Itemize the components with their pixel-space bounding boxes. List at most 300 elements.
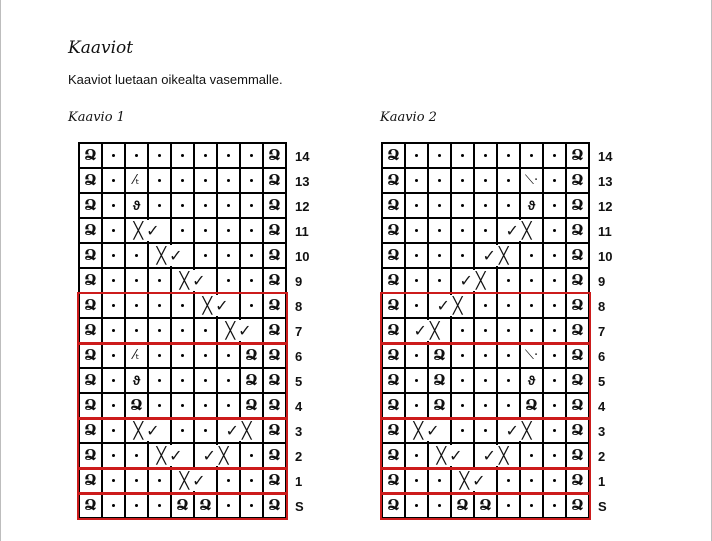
purl-dot xyxy=(250,279,253,282)
chart-cell xyxy=(498,144,521,169)
chart-cell xyxy=(567,269,590,294)
purl-dot xyxy=(227,204,230,207)
twisted-knit-symbol: Ձ xyxy=(268,496,281,514)
purl-dot xyxy=(484,154,487,157)
purl-dot xyxy=(112,329,115,332)
chart-cell xyxy=(521,294,544,319)
cable-cross-symbol: ✓╳ xyxy=(476,445,518,466)
twisted-knit-symbol: Ձ xyxy=(387,446,400,464)
purl-dot xyxy=(158,504,161,507)
chart-cell xyxy=(241,194,264,219)
chart-cell xyxy=(544,219,567,244)
chart-cell xyxy=(521,469,544,494)
chart-cell xyxy=(383,344,406,369)
purl-dot xyxy=(507,204,510,207)
row-label: 12 xyxy=(295,199,310,214)
purl-dot xyxy=(250,479,253,482)
purl-dot xyxy=(461,254,464,257)
purl-dot xyxy=(461,229,464,232)
purl-dot xyxy=(553,254,556,257)
twisted-knit-symbol: Ձ xyxy=(268,371,281,389)
purl-dot xyxy=(415,204,418,207)
twisted-knit-symbol: Ձ xyxy=(84,221,97,239)
chart-cell xyxy=(429,269,452,294)
twisted-knit-symbol: Ձ xyxy=(268,471,281,489)
purl-dot xyxy=(112,254,115,257)
chart-cell xyxy=(544,294,567,319)
row-label: 5 xyxy=(295,374,303,389)
purl-dot xyxy=(112,479,115,482)
twisted-knit-symbol: Ձ xyxy=(268,446,281,464)
chart-cell xyxy=(544,369,567,394)
chart-cell xyxy=(103,444,126,469)
twisted-knit-symbol: Ձ xyxy=(571,496,584,514)
cable-cross-symbol: ✓╳ xyxy=(453,270,495,291)
purl-dot xyxy=(204,254,207,257)
chart-cell xyxy=(429,219,452,244)
row-label: 1 xyxy=(295,474,303,489)
chart-cell xyxy=(80,219,103,244)
chart-cell xyxy=(80,144,103,169)
chart-cell xyxy=(218,494,241,519)
row-label: 6 xyxy=(295,349,303,364)
chart-cell xyxy=(195,494,218,519)
twisted-knit-symbol: Ձ xyxy=(456,496,469,514)
cable-cross-symbol: ✓╳ xyxy=(499,220,541,241)
purl-dot xyxy=(415,354,418,357)
purl-dot xyxy=(438,154,441,157)
row-label: 5 xyxy=(598,374,606,389)
chart-cell xyxy=(103,344,126,369)
purl-dot xyxy=(204,154,207,157)
chart-cell xyxy=(126,294,149,319)
chart-cell xyxy=(103,169,126,194)
twisted-knit-symbol: Ձ xyxy=(268,171,281,189)
chart-cell xyxy=(103,194,126,219)
chart-cell xyxy=(406,269,429,294)
chart-cell xyxy=(521,319,544,344)
chart-cell xyxy=(241,294,264,319)
chart-cell xyxy=(567,319,590,344)
twisted-knit-symbol: Ձ xyxy=(387,271,400,289)
purl-dot xyxy=(415,404,418,407)
cable-cross-symbol: ✓╳ xyxy=(476,245,518,266)
row-label: 3 xyxy=(598,424,606,439)
twisted-knit-symbol: Ձ xyxy=(387,196,400,214)
cable-cross-symbol: ╳✓ xyxy=(127,420,169,441)
chart-cell xyxy=(406,494,429,519)
row-label: 13 xyxy=(598,174,613,189)
cable-cross-symbol: ╳✓ xyxy=(196,295,238,316)
chart-cell xyxy=(452,319,475,344)
purl-dot xyxy=(227,479,230,482)
cable-cross-symbol: ╳✓ xyxy=(173,270,215,291)
twisted-knit-symbol: Ձ xyxy=(387,421,400,439)
chart-cell xyxy=(383,169,406,194)
chart-cell xyxy=(475,394,498,419)
chart-cell xyxy=(172,494,195,519)
chart-cell xyxy=(241,269,264,294)
chart-cell xyxy=(80,194,103,219)
chart-cell xyxy=(406,219,429,244)
chart-cell xyxy=(195,169,218,194)
chart-cell xyxy=(567,344,590,369)
purl-dot xyxy=(415,154,418,157)
row-label: 11 xyxy=(295,224,309,239)
chart-cell xyxy=(149,494,172,519)
chart-cell xyxy=(241,494,264,519)
purl-dot xyxy=(507,504,510,507)
chart-cell xyxy=(264,169,287,194)
chart-cell xyxy=(103,294,126,319)
chart-cell xyxy=(241,244,264,269)
chart-cell xyxy=(195,219,218,244)
purl-dot xyxy=(553,379,556,382)
cable-cross-symbol: ╳✓ xyxy=(127,220,169,241)
purl-dot xyxy=(553,204,556,207)
purl-dot xyxy=(204,179,207,182)
purl-dot xyxy=(415,254,418,257)
chart-cell xyxy=(126,344,149,369)
purl-dot xyxy=(484,204,487,207)
twisted-knit-symbol: Ձ xyxy=(479,496,492,514)
purl-dot xyxy=(112,229,115,232)
cable-cross-symbol: ╳✓ xyxy=(150,445,192,466)
chart-cell xyxy=(429,394,452,419)
chart-cell xyxy=(521,394,544,419)
twisted-knit-symbol: Ձ xyxy=(268,421,281,439)
chart-cell xyxy=(567,144,590,169)
chart-cell xyxy=(475,344,498,369)
purl-dot xyxy=(204,379,207,382)
purl-dot xyxy=(158,479,161,482)
cable-cross-symbol: ✓╳ xyxy=(499,420,541,441)
twisted-knit-symbol: Ձ xyxy=(571,146,584,164)
purl-dot xyxy=(507,179,510,182)
chart-cell xyxy=(544,144,567,169)
chart-cell xyxy=(264,144,287,169)
chart-cell xyxy=(544,444,567,469)
purl-dot xyxy=(553,229,556,232)
chart-cell xyxy=(103,269,126,294)
purl-dot xyxy=(158,329,161,332)
purl-dot xyxy=(415,379,418,382)
chart-1-title: Kaavio 1 xyxy=(68,110,125,125)
chart-cell xyxy=(218,219,241,244)
chart-cell xyxy=(195,344,218,369)
chart-cell xyxy=(218,244,241,269)
chart-cell xyxy=(126,394,149,419)
purl-dot xyxy=(484,354,487,357)
row-label: 10 xyxy=(598,249,613,264)
purl-dot xyxy=(250,154,253,157)
chart-2-title: Kaavio 2 xyxy=(380,110,437,125)
chart-cell xyxy=(406,469,429,494)
twisted-knit-symbol: Ձ xyxy=(84,346,97,364)
chart-cell xyxy=(544,269,567,294)
purl-dot xyxy=(461,354,464,357)
purl-dot xyxy=(553,329,556,332)
twisted-knit-symbol: Ձ xyxy=(176,496,189,514)
twisted-knit-symbol: Ձ xyxy=(268,296,281,314)
purl-dot xyxy=(250,179,253,182)
purl-dot xyxy=(438,204,441,207)
row-label: S xyxy=(295,499,304,514)
purl-dot xyxy=(438,279,441,282)
chart-cell xyxy=(264,469,287,494)
purl-dot xyxy=(158,379,161,382)
chart-cell xyxy=(475,294,498,319)
purl-dot xyxy=(135,304,138,307)
purl-dot xyxy=(507,354,510,357)
twisted-knit-symbol: Ձ xyxy=(387,171,400,189)
purl-dot xyxy=(250,454,253,457)
cable-cross-symbol: ╳✓ xyxy=(453,470,495,491)
purl-dot xyxy=(484,404,487,407)
purl-dot xyxy=(438,504,441,507)
chart-cell xyxy=(149,319,172,344)
chart-cell xyxy=(429,194,452,219)
chart-cell xyxy=(103,319,126,344)
chart-cell xyxy=(406,394,429,419)
chart-cell xyxy=(498,194,521,219)
purl-dot xyxy=(484,304,487,307)
chart-cell xyxy=(126,169,149,194)
chart-cell xyxy=(383,244,406,269)
purl-dot xyxy=(553,454,556,457)
twisted-knit-symbol: Ձ xyxy=(571,221,584,239)
chart-cell xyxy=(149,469,172,494)
chart-cell xyxy=(241,344,264,369)
row-label: 9 xyxy=(295,274,303,289)
purl-dot xyxy=(112,379,115,382)
twisted-knit-symbol: Ձ xyxy=(268,196,281,214)
chart-cell xyxy=(567,394,590,419)
purl-dot xyxy=(553,429,556,432)
twisted-knit-symbol: Ձ xyxy=(433,371,446,389)
chart-cell xyxy=(241,369,264,394)
purl-dot xyxy=(250,304,253,307)
chart-cell xyxy=(80,469,103,494)
chart-cell xyxy=(544,469,567,494)
purl-dot xyxy=(250,504,253,507)
row-label: 12 xyxy=(598,199,613,214)
twisted-knit-symbol: Ձ xyxy=(571,171,584,189)
cable-cross-symbol: ✓╳ xyxy=(219,420,261,441)
purl-dot xyxy=(553,354,556,357)
purl-dot xyxy=(135,279,138,282)
chart-cell xyxy=(406,144,429,169)
twisted-knit-symbol: Ձ xyxy=(268,396,281,414)
purl-dot xyxy=(227,279,230,282)
purl-dot xyxy=(415,229,418,232)
row-label: 10 xyxy=(295,249,310,264)
increase-symbol: ϑ xyxy=(132,198,141,213)
chart-cell xyxy=(103,394,126,419)
right-decrease-symbol: ⁄ₜ xyxy=(133,348,140,363)
cable-cross-symbol: ✓╳ xyxy=(196,445,238,466)
twisted-knit-symbol: Ձ xyxy=(84,421,97,439)
chart-cell xyxy=(149,369,172,394)
purl-dot xyxy=(461,154,464,157)
row-label: 11 xyxy=(598,224,612,239)
twisted-knit-symbol: Ձ xyxy=(571,346,584,364)
purl-dot xyxy=(530,329,533,332)
chart-cell xyxy=(264,494,287,519)
chart-cell xyxy=(383,144,406,169)
cable-cross-symbol: ✓╳ xyxy=(407,320,449,341)
chart-cell xyxy=(172,319,195,344)
purl-dot xyxy=(112,504,115,507)
chart-cell xyxy=(383,294,406,319)
chart-cell xyxy=(383,319,406,344)
chart-cell xyxy=(80,269,103,294)
purl-dot xyxy=(507,279,510,282)
purl-dot xyxy=(530,279,533,282)
purl-dot xyxy=(135,479,138,482)
chart-cell xyxy=(452,194,475,219)
chart-cell xyxy=(241,444,264,469)
twisted-knit-symbol: Ձ xyxy=(245,371,258,389)
purl-dot xyxy=(181,229,184,232)
chart-cell xyxy=(521,494,544,519)
twisted-knit-symbol: Ձ xyxy=(268,321,281,339)
chart-cell xyxy=(172,144,195,169)
purl-dot xyxy=(530,479,533,482)
chart-cell xyxy=(452,144,475,169)
cable-cross-symbol: ╳✓ xyxy=(173,470,215,491)
purl-dot xyxy=(158,154,161,157)
chart-cell xyxy=(475,219,498,244)
chart-cell xyxy=(195,419,218,444)
purl-dot xyxy=(112,404,115,407)
chart-cell xyxy=(383,269,406,294)
purl-dot xyxy=(158,304,161,307)
chart-cell xyxy=(195,194,218,219)
twisted-knit-symbol: Ձ xyxy=(84,446,97,464)
purl-dot xyxy=(530,504,533,507)
chart-cell xyxy=(103,369,126,394)
twisted-knit-symbol: Ձ xyxy=(268,146,281,164)
purl-dot xyxy=(112,279,115,282)
purl-dot xyxy=(112,304,115,307)
purl-dot xyxy=(227,254,230,257)
purl-dot xyxy=(181,304,184,307)
purl-dot xyxy=(112,204,115,207)
chart-cell xyxy=(172,369,195,394)
chart-cell xyxy=(126,494,149,519)
chart-cell xyxy=(498,344,521,369)
twisted-knit-symbol: Ձ xyxy=(387,321,400,339)
twisted-knit-symbol: Ձ xyxy=(571,421,584,439)
row-label: 9 xyxy=(598,274,606,289)
knitting-chart-1 xyxy=(78,142,310,519)
purl-dot xyxy=(553,179,556,182)
chart-cell xyxy=(498,269,521,294)
chart-cell xyxy=(567,194,590,219)
chart-cell xyxy=(498,294,521,319)
chart-cell xyxy=(498,394,521,419)
chart-cell xyxy=(126,469,149,494)
purl-dot xyxy=(438,254,441,257)
twisted-knit-symbol: Ձ xyxy=(387,496,400,514)
chart-cell xyxy=(218,194,241,219)
chart-cell xyxy=(149,394,172,419)
chart-cell xyxy=(241,469,264,494)
purl-dot xyxy=(415,179,418,182)
chart-cell xyxy=(241,144,264,169)
chart-cell xyxy=(452,494,475,519)
twisted-knit-symbol: Ձ xyxy=(571,196,584,214)
chart-cell xyxy=(264,269,287,294)
chart-cell xyxy=(218,269,241,294)
purl-dot xyxy=(158,404,161,407)
chart-cell xyxy=(149,144,172,169)
row-labels xyxy=(289,144,309,519)
chart-cell xyxy=(521,444,544,469)
purl-dot xyxy=(181,354,184,357)
twisted-knit-symbol: Ձ xyxy=(433,396,446,414)
chart-cell xyxy=(218,394,241,419)
purl-dot xyxy=(227,229,230,232)
twisted-knit-symbol: Ձ xyxy=(268,221,281,239)
twisted-knit-symbol: Ձ xyxy=(84,396,97,414)
chart-cell xyxy=(406,169,429,194)
twisted-knit-symbol: Ձ xyxy=(268,346,281,364)
purl-dot xyxy=(181,329,184,332)
row-label: 13 xyxy=(295,174,310,189)
chart-cell xyxy=(521,244,544,269)
chart-cell xyxy=(498,494,521,519)
chart-cell xyxy=(452,169,475,194)
chart-cell xyxy=(195,244,218,269)
chart-cell xyxy=(172,219,195,244)
chart-cell xyxy=(429,244,452,269)
chart-cell xyxy=(195,319,218,344)
increase-symbol: ϑ xyxy=(527,373,536,388)
chart-cell xyxy=(567,369,590,394)
chart-cell xyxy=(172,194,195,219)
twisted-knit-symbol: Ձ xyxy=(387,371,400,389)
chart-cell xyxy=(126,244,149,269)
chart-cell xyxy=(406,344,429,369)
purl-dot xyxy=(135,504,138,507)
knitting-chart-2 xyxy=(381,142,613,519)
twisted-knit-symbol: Ձ xyxy=(387,296,400,314)
twisted-knit-symbol: Ձ xyxy=(245,396,258,414)
chart-cell xyxy=(103,419,126,444)
purl-dot xyxy=(461,404,464,407)
twisted-knit-symbol: Ձ xyxy=(84,321,97,339)
chart-cell xyxy=(264,419,287,444)
chart-cell xyxy=(103,469,126,494)
chart-cell xyxy=(383,369,406,394)
row-label: 7 xyxy=(295,324,303,339)
increase-symbol: ϑ xyxy=(527,198,536,213)
purl-dot xyxy=(530,304,533,307)
page-title: Kaaviot xyxy=(68,38,134,58)
twisted-knit-symbol: Ձ xyxy=(387,396,400,414)
twisted-knit-symbol: Ձ xyxy=(571,371,584,389)
twisted-knit-symbol: Ձ xyxy=(571,321,584,339)
chart-cell xyxy=(126,319,149,344)
twisted-knit-symbol: Ձ xyxy=(84,271,97,289)
purl-dot xyxy=(250,229,253,232)
chart-cell xyxy=(383,194,406,219)
chart-cell xyxy=(475,169,498,194)
chart-cell xyxy=(80,344,103,369)
purl-dot xyxy=(438,179,441,182)
